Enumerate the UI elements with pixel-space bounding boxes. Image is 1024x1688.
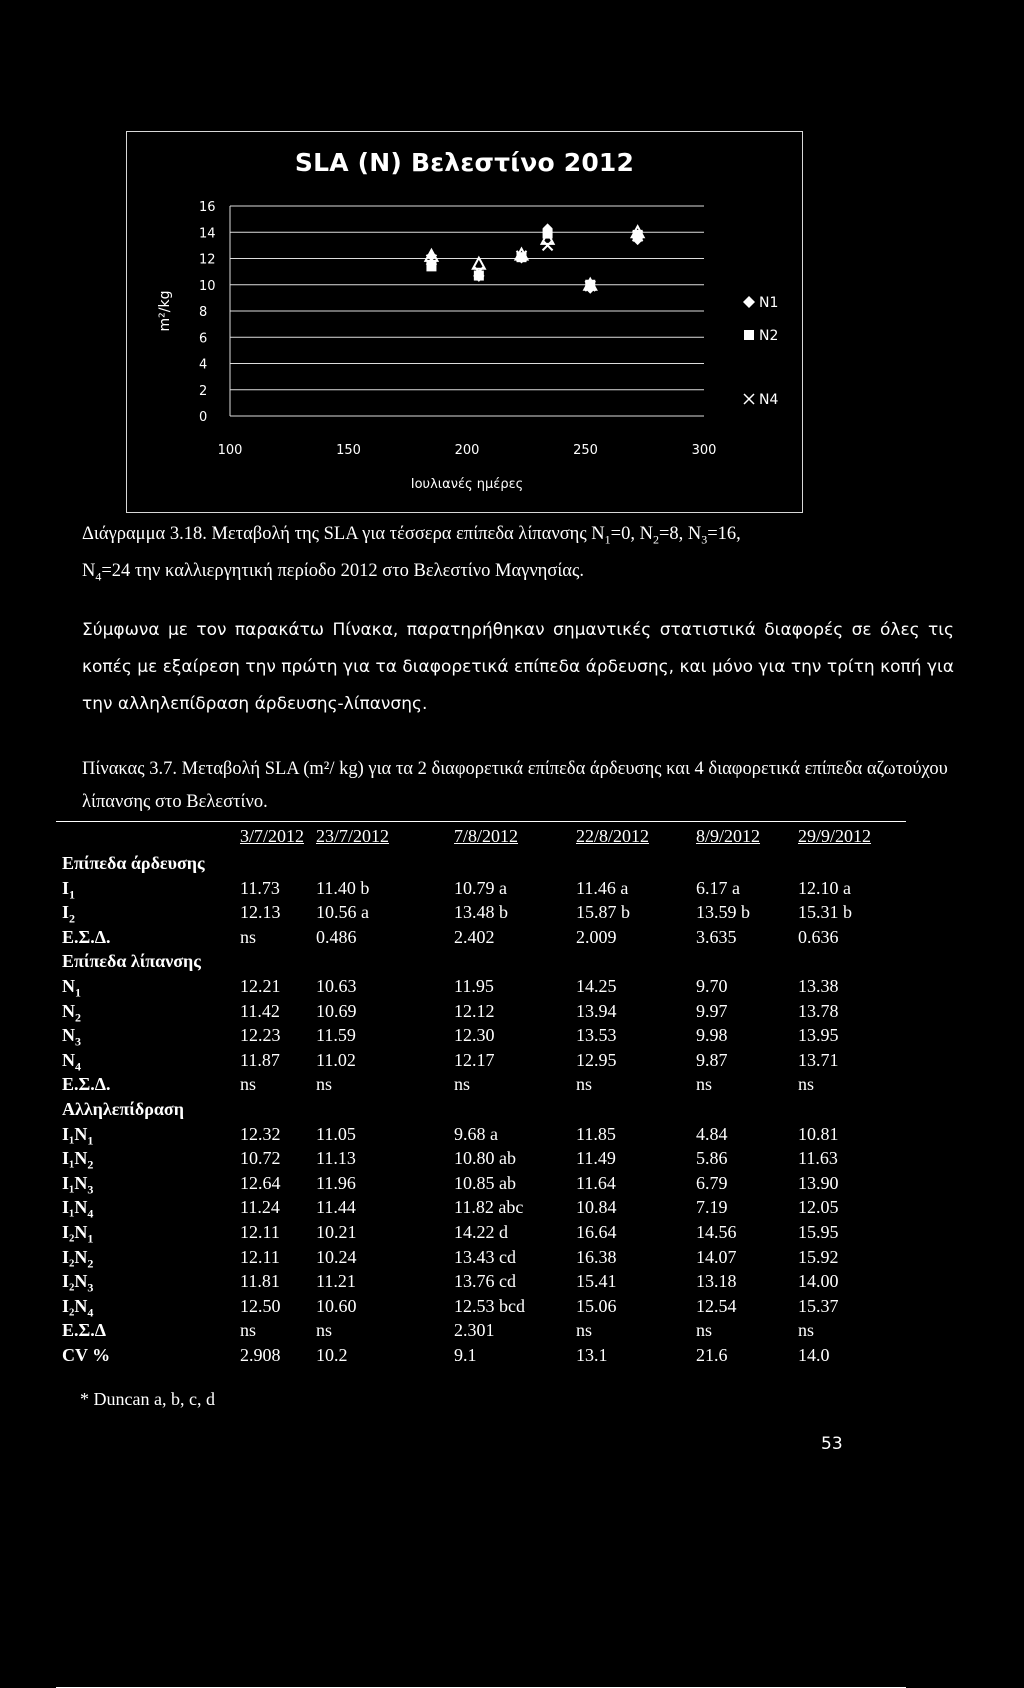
table-cell: 12.64 (240, 1172, 281, 1193)
table-cell: 11.82 abc (454, 1197, 524, 1218)
table-cell: 12.21 (240, 976, 281, 996)
table-cell: 13.53 (576, 1025, 617, 1046)
table-footnote: * Duncan a, b, c, d (80, 1389, 215, 1409)
table-caption-prefix: Πίνακας 3.7. (82, 759, 177, 779)
table-row (56, 1320, 906, 1343)
table-cell: 0.636 (798, 926, 839, 947)
table-cell: 13.43 cd (454, 1246, 516, 1267)
table-cell: 11.49 (576, 1148, 616, 1169)
table-cell: 11.85 (576, 1123, 616, 1144)
figure-caption-prefix: Διάγραμμα 3.18. (82, 524, 207, 544)
table-cell: 12.95 (576, 1049, 617, 1070)
table-cell: 11.40 b (316, 877, 370, 898)
table-cell: 11.95 (454, 976, 494, 996)
table-row (56, 1124, 906, 1147)
table-cell: 12.10 a (798, 877, 851, 898)
table-cell: 12.23 (240, 1025, 281, 1046)
row-label: $I_2N_4$ (62, 1295, 94, 1320)
table-cell: 13.18 (696, 1271, 737, 1292)
caption-fragment: =8, N (658, 524, 702, 544)
table-cell: ns (696, 1074, 713, 1095)
table-row (56, 976, 906, 999)
table-cell: 11.05 (316, 1123, 356, 1144)
legend-label: N1 (759, 295, 779, 311)
column-header: 22/8/2012 (576, 826, 650, 846)
table-cell: 9.70 (696, 976, 728, 996)
table-cell: 5.86 (696, 1148, 728, 1169)
table-row (56, 878, 906, 901)
table-cell: 11.96 (316, 1172, 356, 1193)
table-cell: ns (576, 1320, 593, 1341)
table-cell: ns (240, 926, 257, 947)
table-cell: 12.54 (696, 1295, 737, 1316)
table-cell: 11.87 (240, 1049, 280, 1070)
column-header: 3/7/2012 (240, 826, 305, 846)
table-cell: 9.98 (696, 1025, 728, 1046)
table-cell: 12.05 (798, 1197, 839, 1218)
row-label: Επίπεδα λίπανσης (62, 951, 201, 972)
table-cell: 13.48 b (454, 902, 508, 923)
table-cell: 11.81 (240, 1271, 280, 1292)
table-section-header (56, 853, 906, 876)
row-label: Επίπεδα άρδευσης (62, 853, 205, 873)
table-cell: 11.13 (316, 1148, 356, 1169)
table-cell: 10.63 (316, 976, 357, 996)
table-top-rule (56, 821, 906, 822)
table-cell: 10.72 (240, 1148, 281, 1169)
table-cell: 10.85 ab (454, 1172, 516, 1193)
legend-diamond-icon (743, 296, 755, 308)
table-cell: 9.1 (454, 1345, 477, 1365)
legend-label: N2 (759, 328, 779, 344)
row-label: Ε.Σ.Δ. (62, 926, 111, 947)
table-cell: 6.79 (696, 1172, 728, 1193)
table-cell: 11.46 a (576, 877, 629, 898)
table-row (56, 1025, 906, 1048)
table-cell: 9.87 (696, 1049, 728, 1070)
table-row (56, 1345, 906, 1368)
table-cell: 11.24 (240, 1197, 280, 1218)
table-cell: ns (316, 1074, 333, 1095)
table-cell: 11.21 (316, 1271, 356, 1292)
table-cell: 6.17 a (696, 877, 740, 898)
table-cell: 11.42 (240, 1000, 280, 1021)
page-number: 53 (821, 1434, 843, 1454)
table-cell: 16.38 (576, 1246, 617, 1267)
table-cell: 13.76 cd (454, 1271, 516, 1292)
table-cell: 12.12 (454, 1000, 495, 1021)
table-cell: ns (240, 1320, 257, 1341)
table-row (56, 1197, 906, 1220)
figure-caption-text: Μεταβολή της SLA για τέσσερα επίπεδα λίπανσης N (206, 524, 605, 544)
caption-fragment: N (82, 560, 96, 581)
y-tick-label: 14 (199, 226, 216, 242)
row-label: Αλληλεπίδραση (62, 1099, 184, 1119)
table-cell: 16.64 (576, 1222, 617, 1242)
x-tick-label: 200 (454, 443, 480, 458)
row-label: $I_2N_3$ (62, 1271, 94, 1295)
table-cell: 2.009 (576, 926, 617, 947)
table-cell: 10.79 a (454, 877, 507, 898)
table-cell: 14.25 (576, 976, 617, 996)
table-cell: 11.64 (576, 1172, 616, 1193)
table-caption (82, 753, 954, 819)
table-cell: 9.68 a (454, 1123, 498, 1144)
table-cell: 10.21 (316, 1222, 357, 1242)
table-cell: 3.635 (696, 926, 737, 947)
table-cell: 7.19 (696, 1197, 728, 1218)
table-cell: 15.37 (798, 1295, 839, 1316)
table-section-header (56, 1099, 906, 1122)
caption-fragment: =16, (707, 524, 741, 544)
table-cell: 14.22 d (454, 1222, 508, 1242)
table-cell: 15.92 (798, 1246, 839, 1267)
table-cell: 12.30 (454, 1025, 495, 1046)
table-cell: ns (798, 1320, 815, 1341)
table-cell: 13.94 (576, 1000, 617, 1021)
table-row (56, 1173, 906, 1196)
table-cell: 4.84 (696, 1123, 728, 1144)
y-tick-label: 10 (199, 278, 216, 294)
table-cell: 10.56 a (316, 902, 369, 923)
table-cell: 11.44 (316, 1197, 356, 1218)
table-cell: 12.11 (240, 1222, 280, 1242)
row-label: $I_1N_2$ (62, 1148, 94, 1172)
chart-container (126, 131, 803, 513)
table-cell: 11.73 (240, 877, 280, 898)
y-tick-label: 8 (199, 305, 208, 320)
table-cell: ns (696, 1320, 713, 1341)
table-cell: 13.1 (576, 1345, 608, 1365)
table-section-header (56, 951, 906, 974)
x-tick-label: 150 (336, 443, 361, 458)
table-row (56, 1247, 906, 1270)
table-cell: 15.06 (576, 1295, 617, 1316)
x-tick-label: 300 (691, 443, 717, 458)
table-cell: 10.84 (576, 1197, 617, 1218)
table-cell: 10.69 (316, 1000, 357, 1021)
table-cell: 13.78 (798, 1000, 839, 1021)
table-row (56, 1222, 906, 1245)
table-cell: 10.81 (798, 1123, 839, 1144)
row-label: Ε.Σ.Δ (62, 1320, 107, 1341)
table-row (56, 1001, 906, 1024)
y-tick-label: 16 (199, 200, 216, 215)
row-label: $I_1N_3$ (62, 1172, 94, 1197)
table-cell: 10.2 (316, 1345, 348, 1365)
table-cell: 10.80 ab (454, 1148, 516, 1169)
table-caption-text: Μεταβολή SLA (m²/ kg) για τα 2 διαφορετικά επίπεδα άρδευσης και 4 διαφορετικά επίπεδα αζωτούχου λίπανσης στο Βελεστίνο. (82, 759, 948, 812)
table-cell: 12.50 (240, 1295, 281, 1316)
table-cell: 12.32 (240, 1123, 281, 1144)
row-label: $N_2$ (62, 1000, 81, 1025)
table-row (56, 1050, 906, 1073)
table-cell: 15.95 (798, 1222, 839, 1242)
table-row (56, 1296, 906, 1319)
table-row (56, 1148, 906, 1171)
row-label: $I_2$ (62, 902, 76, 926)
table-row (56, 902, 906, 925)
table-cell: ns (454, 1074, 471, 1095)
table-cell: 12.11 (240, 1246, 280, 1267)
table-cell: ns (576, 1074, 593, 1095)
table-cell: 21.6 (696, 1345, 728, 1365)
row-label: $I_1N_1$ (62, 1123, 94, 1148)
row-label: CV % (62, 1345, 111, 1365)
column-header: 8/9/2012 (696, 826, 761, 846)
row-label: $I_1$ (62, 877, 76, 902)
table-cell: 10.60 (316, 1295, 357, 1316)
table-cell: 11.02 (316, 1049, 356, 1070)
table-cell: 14.56 (696, 1222, 737, 1242)
table-cell: 13.90 (798, 1172, 839, 1193)
y-axis-title: m²/kg (157, 290, 173, 332)
table-cell: 2.402 (454, 926, 495, 947)
table-cell: 14.0 (798, 1345, 830, 1365)
table-cell: ns (240, 1074, 257, 1095)
body-paragraph: Σύμφωνα με τον παρακάτω Πίνακα, παρατηρήθηκαν σημαντικές στατιστικά διαφορές σε όλες τις κοπές με εξαίρεση την πρώτη για τα διαφορετικά επίπεδα άρδευσης, και μόνο για την τρίτη κοπή για την αλληλεπίδραση άρδευσης-λίπανσης. (82, 620, 954, 714)
y-tick-label: 0 (199, 410, 208, 425)
chart-title: SLA (N) Βελεστίνο 2012 (294, 148, 635, 177)
row-label: Ε.Σ.Δ. (62, 1074, 111, 1095)
table-cell: 11.59 (316, 1025, 356, 1046)
row-label: $N_4$ (62, 1049, 81, 1074)
legend-label: N4 (759, 392, 779, 408)
row-label: $N_3$ (62, 1025, 81, 1049)
table-cell: 12.17 (454, 1049, 495, 1070)
y-tick-label: 2 (199, 383, 208, 399)
row-label: $I_2N_1$ (62, 1222, 94, 1246)
table-cell: 0.486 (316, 926, 357, 947)
table-cell: 12.13 (240, 902, 281, 923)
table-cell: 13.59 b (696, 902, 750, 923)
column-header: 29/9/2012 (798, 826, 872, 846)
caption-fragment: =24 την καλλιεργητική περίοδο 2012 στο Βελεστίνο Μαγνησίας. (101, 560, 584, 581)
row-label: $N_1$ (62, 976, 81, 1000)
legend-square-icon (744, 330, 754, 340)
table-cell: 9.97 (696, 1000, 728, 1021)
table-cell: 15.41 (576, 1271, 617, 1292)
table-cell: 13.71 (798, 1049, 839, 1070)
x-tick-label: 100 (217, 443, 243, 458)
table-cell: 2.908 (240, 1345, 281, 1365)
row-label: $I_1N_4$ (62, 1197, 94, 1221)
table-cell: 12.53 bcd (454, 1295, 525, 1316)
table-cell: ns (316, 1320, 333, 1341)
table-cell: 14.00 (798, 1271, 839, 1292)
row-label: $I_2N_2$ (62, 1246, 94, 1271)
table-cell: 11.63 (798, 1148, 838, 1169)
y-tick-label: 4 (199, 357, 208, 373)
figure-caption: Διάγραμμα 3.18. Μεταβολή της SLA για τέσσερα επίπεδα λίπανσης $N_1=0$, $N_2=8$, $N_3=16$, $N_4=24$ την καλλιεργητική περίοδο 2012 στο Βελεστίνο Μαγνησίας. (82, 524, 741, 584)
column-header: 23/7/2012 (316, 826, 390, 846)
scatter-chart (127, 132, 802, 512)
table-cell: 13.95 (798, 1025, 839, 1046)
caption-fragment: =0, N (610, 524, 653, 544)
table-cell: ns (798, 1074, 815, 1095)
table-cell: 13.38 (798, 976, 839, 996)
y-tick-label: 6 (199, 331, 208, 347)
table-cell: 15.87 b (576, 902, 630, 923)
table-row (56, 1074, 906, 1097)
x-tick-label: 250 (573, 443, 598, 458)
table-cell: 2.301 (454, 1320, 495, 1341)
column-header: 7/8/2012 (454, 826, 519, 846)
table-cell: 15.31 b (798, 902, 852, 923)
y-tick-label: 12 (199, 252, 216, 268)
table-row (56, 927, 906, 950)
x-axis-title: Ιουλιανές ημέρες (410, 477, 524, 492)
table-cell: 14.07 (696, 1246, 737, 1267)
table-row (56, 1271, 906, 1294)
table-cell: 10.24 (316, 1246, 357, 1267)
